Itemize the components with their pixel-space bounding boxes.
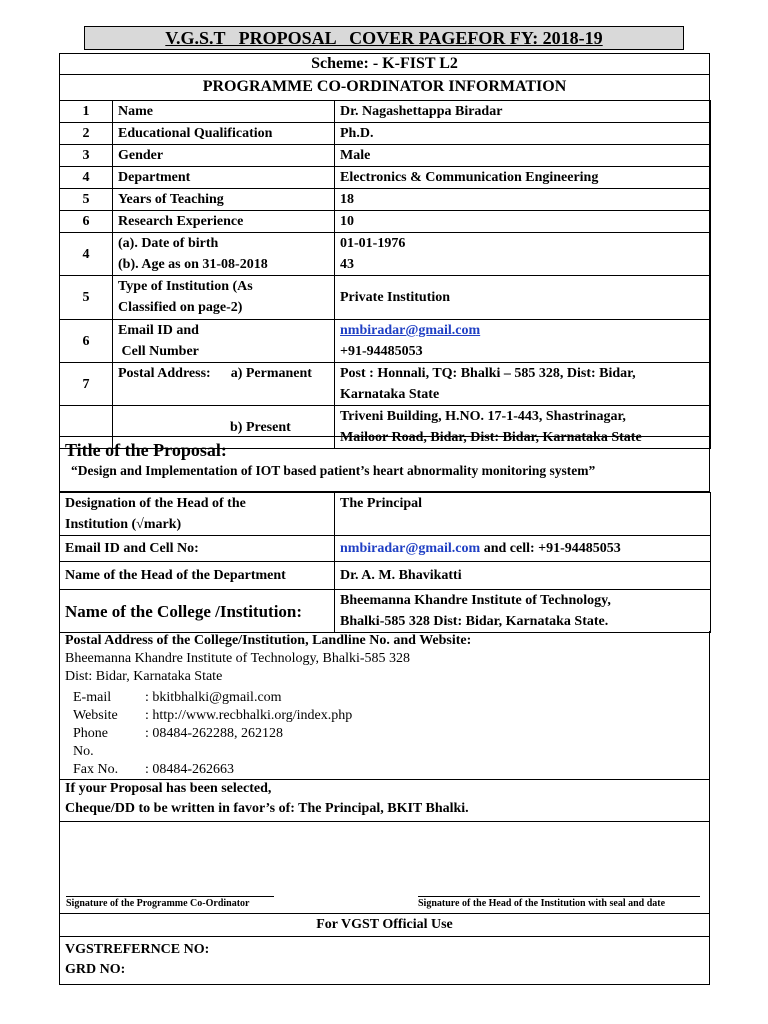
signature-section — [59, 822, 710, 914]
official-use: For VGST Official Use VGSTREFERNCE NO: GRD NO: — [59, 914, 710, 985]
selection-note: If your Proposal has been selected, Cheque/DD to be written in favor’s of: The Principal, BKIT Bhalki. — [59, 780, 710, 822]
coordinator-table — [59, 100, 711, 449]
table-row: Email ID and Cell No: nmbiradar@gmail.com and cell: +91-94485053 — [60, 536, 711, 562]
title-banner — [84, 26, 684, 50]
proposal-section — [59, 437, 710, 492]
page-title: V.G.S.T PROPOSAL COVER PAGEFOR FY: 2018-19 — [165, 28, 603, 48]
table-row: 3 Gender Male — [60, 145, 711, 167]
table-row: 7 Postal Address: a) Permanent Post : Honnali, TQ: Bhalki – 585 328, Dist: Bidar, Karnataka State — [60, 363, 711, 406]
table-row: 5 Type of Institution (As Classified on page-2) Private Institution — [60, 276, 711, 320]
address-heading: Postal Address of the College/Institution, Landline No. and Website: — [65, 633, 472, 648]
scheme: Scheme: - K-FIST L2 — [60, 54, 709, 75]
signature-head: Signature of the Head of the Institution with seal and date — [418, 898, 666, 909]
official-heading: For VGST Official Use — [60, 914, 709, 937]
table-row: Name of the Head of the Department Dr. A. M. Bhavikatti — [60, 562, 711, 590]
table-row: 2 Educational Qualification Ph.D. — [60, 123, 711, 145]
signature-line-left — [66, 896, 274, 897]
table-row: 6 Email ID and Cell Number nmbiradar@gmail.com +91-94485053 — [60, 320, 711, 363]
table-row: 4 Department Electronics & Communication Engineering — [60, 167, 711, 189]
head-email[interactable]: nmbiradar@gmail.com — [340, 541, 481, 556]
table-row: 6 Research Experience 10 — [60, 211, 711, 233]
table-row: b) Present Triveni Building, H.NO. 17-1-443, Shastrinagar, Mailoor Road, Bidar, Dist: Bidar, Karnataka State — [60, 406, 711, 449]
coordinator-email-link[interactable]: nmbiradar@gmail.com — [340, 323, 481, 338]
table-row: Name of the College /Institution: Bheemanna Khandre Institute of Technology, Bhalki-585 328 Dist: Bidar, Karnataka State. — [60, 590, 711, 633]
section-title: PROGRAMME CO-ORDINATOR INFORMATION — [202, 78, 567, 95]
signature-line-right — [418, 896, 700, 897]
head-table — [59, 492, 711, 633]
table-row: Designation of the Head of the Institution (√mark) The Principal — [60, 493, 711, 536]
table-row: 5 Years of Teaching 18 — [60, 189, 711, 211]
signature-coordinator: Signature of the Programme Co-Ordinator — [66, 898, 250, 909]
college-address: Postal Address of the College/Institution, Landline No. and Website: Bheemanna Khandre Institute of Technology, Bhalki-585 328 Dist: Bidar, Karnataka State E-mail : bkitbhalki@gmail.com Website : http://www.recbhalki.org/index.php Phone : 08484-262288, 262128 No. Fax No. : 08484-262663 — [59, 631, 710, 780]
website-link[interactable]: : http://www.recbhalki.org/index.php — [145, 708, 353, 723]
proposal-title: “Design and Implementation of IOT based patient’s heart abnormality monitoring system” — [71, 463, 596, 478]
table-row: 1 Name Dr. Nagashettappa Biradar — [60, 101, 711, 123]
table-row: 4 (a). Date of birth (b). Age as on 31-08-2018 01-01-1976 43 — [60, 233, 711, 276]
proposal-heading: Title of the Proposal: — [65, 440, 227, 460]
